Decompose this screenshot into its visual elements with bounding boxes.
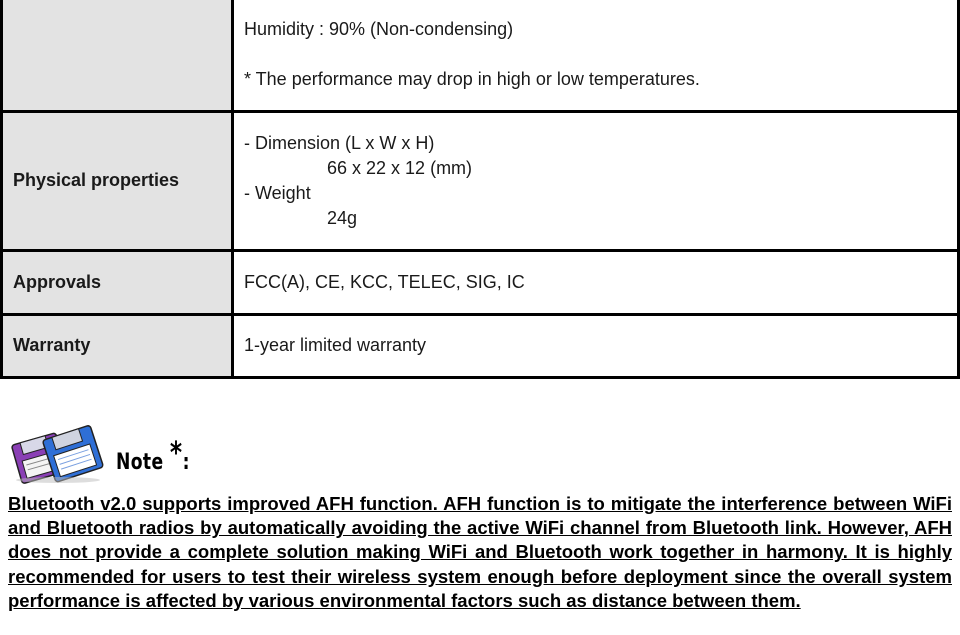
weight-value: 24g — [327, 207, 358, 228]
table-row-approvals — [2, 250, 959, 314]
humidity-text: Humidity : 90% (Non-condensing) — [244, 19, 514, 40]
dimension-value: 66 x 22 x 12 (mm) — [327, 157, 473, 178]
note-asterisk: * — [169, 436, 183, 471]
note-title-text: Note — [116, 450, 164, 475]
note-title — [116, 436, 190, 477]
row-label-approvals: Approvals — [2, 250, 233, 314]
note-colon: : — [182, 450, 190, 475]
row-label-warranty: Warranty — [2, 314, 233, 377]
row-value-approvals: FCC(A), CE, KCC, TELEC, SIG, IC — [233, 250, 959, 314]
row-value-warranty: 1-year limited warranty — [233, 314, 959, 377]
row-value-physical-properties — [233, 111, 959, 250]
row-value-humidity — [233, 0, 959, 111]
weight-heading: - Weight — [244, 182, 311, 203]
floppy-disks-icon — [10, 424, 108, 484]
row-label-empty — [2, 0, 233, 111]
dimension-heading: - Dimension (L x W x H) — [244, 132, 435, 153]
table-row-humidity — [2, 0, 959, 111]
note-body-text: Bluetooth v2.0 supports improved AFH function. AFH function is to mitigate the interference between WiFi and Bluetooth radios by automatically avoiding the active WiFi channel from Bluetooth link. However, AFH does not provide a complete solution making WiFi and Bluetooth work together in harmony. It is highly recommended for users to test their wireless system enough before deployment since the overall system performance is affected by various environmental factors such as distance between them. — [8, 493, 952, 611]
table-row-warranty — [2, 314, 959, 377]
note-header — [8, 424, 952, 492]
note-section — [8, 424, 952, 613]
table-row-physical-properties — [2, 111, 959, 250]
row-label-physical-properties: Physical properties — [2, 111, 233, 250]
temperature-note-text: * The performance may drop in high or low temperatures. — [244, 69, 700, 90]
